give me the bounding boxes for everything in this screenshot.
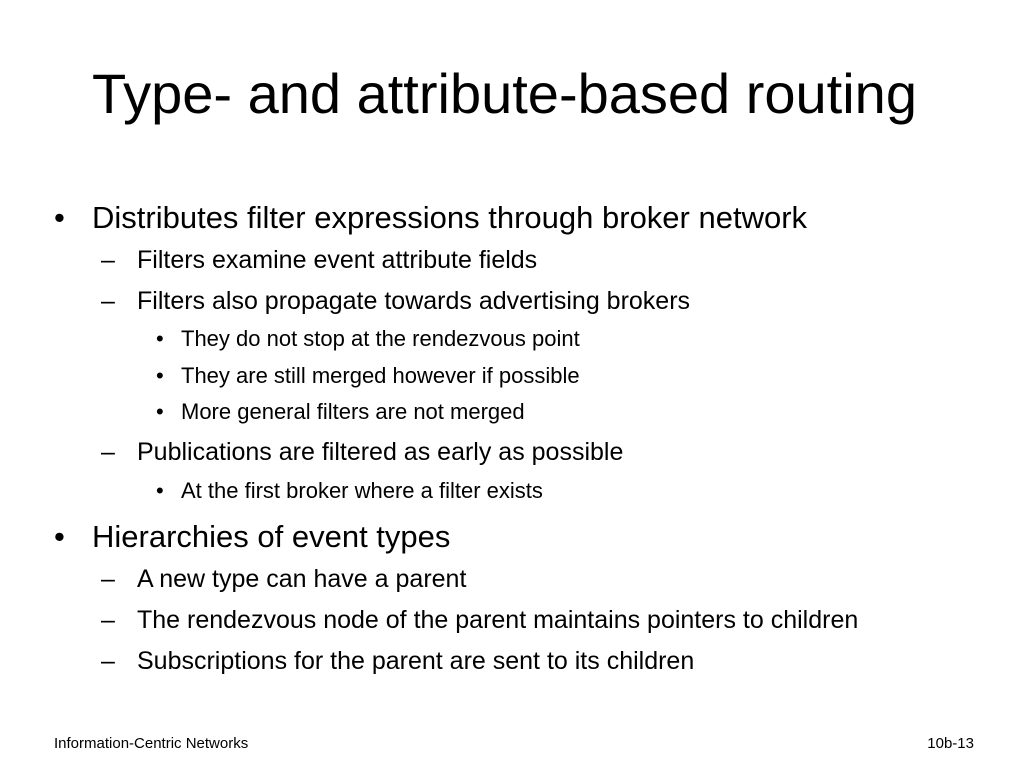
bullet-text: Hierarchies of event types [92, 519, 451, 554]
bullet-marker: • [54, 519, 65, 554]
bullet-text: Subscriptions for the parent are sent to its children [137, 647, 695, 675]
bullet-marker: – [101, 565, 115, 593]
bullet-marker: – [101, 287, 115, 315]
bullet-text: They are still merged however if possible [181, 363, 580, 388]
bullet-text: At the first broker where a filter exists [181, 478, 543, 503]
bullet-marker: • [156, 363, 164, 388]
bullet-text: A new type can have a parent [137, 565, 467, 593]
bullet-text: More general filters are not merged [181, 399, 525, 424]
bullet-text: The rendezvous node of the parent maintains pointers to children [137, 606, 859, 634]
footer-course-name: Information-Centric Networks [54, 735, 249, 752]
bullet-marker: • [156, 478, 164, 503]
bullet-text: Filters also propagate towards advertising brokers [137, 287, 691, 315]
bullet-marker: – [101, 246, 115, 274]
slide-title: Type- and attribute-based routing [92, 62, 917, 125]
bullet-marker: – [101, 438, 115, 466]
bullet-marker: – [101, 647, 115, 675]
footer-slide-number: 10b-13 [927, 735, 974, 752]
bullet-marker: • [156, 326, 164, 351]
bullet-marker: – [101, 606, 115, 634]
bullet-marker: • [54, 200, 65, 235]
bullet-marker: • [156, 399, 164, 424]
bullet-text: Publications are filtered as early as possible [137, 438, 624, 466]
bullet-text: Filters examine event attribute fields [137, 246, 538, 274]
bullet-text: Distributes filter expressions through broker network [92, 200, 808, 235]
bullet-text: They do not stop at the rendezvous point [181, 326, 580, 351]
